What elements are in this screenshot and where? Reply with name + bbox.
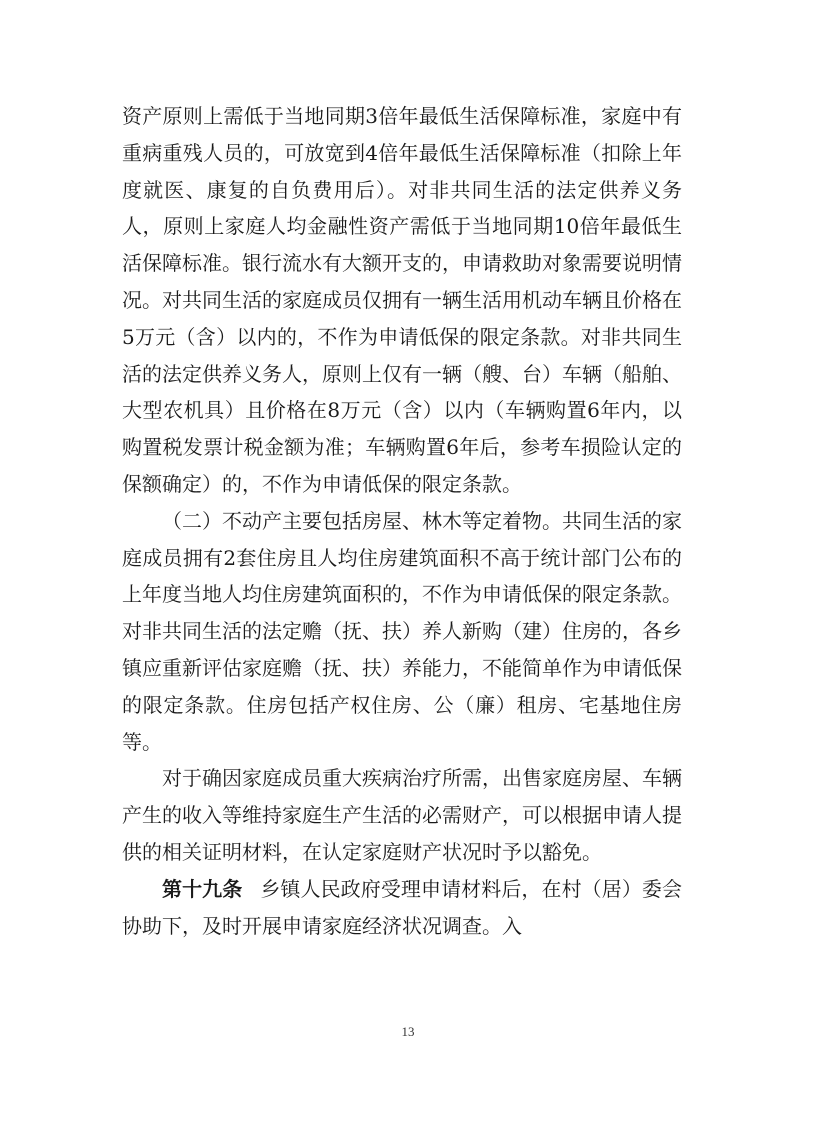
paragraph-article-19 bbox=[122, 871, 682, 945]
body-text bbox=[122, 98, 682, 944]
article-heading: 第十九条 bbox=[162, 876, 243, 901]
paragraph-real-estate: （二）不动产主要包括房屋、林木等定着物。共同生活的家庭成员拥有2套住房且人均住房建筑面积不高于统计部门公布的上年度当地人均住房建筑面积的，不作为申请低保的限定条款。对非共同生活的法定赡（抚、扶）养人新购（建）住房的，各乡镇应重新评估家庭赡（抚、扶）养能力，不能简单作为申请低保的限定条款。住房包括产权住房、公（廉）租房、宅基地住房等。 bbox=[122, 508, 682, 754]
page-number: 13 bbox=[401, 1024, 415, 1039]
article-text: 乡镇人民政府受理申请材料后，在村（居）委会协助下，及时开展申请家庭经济状况调查。入 bbox=[122, 876, 683, 938]
paragraph-assets-threshold: 资产原则上需低于当地同期3倍年最低生活保障标准，家庭中有重病重残人员的，可放宽到4倍年最低生活保障标准（扣除上年度就医、康复的自负费用后）。对非共同生活的法定供养义务人，原则上家庭人均金融性资产需低于当地同期10倍年最低生活保障标准。银行流水有大额开支的，申请救助对象需要说明情况。对共同生活的家庭成员仅拥有一辆生活用机动车辆且价格在5万元（含）以内的，不作为申请低保的限定条款。对非共同生活的法定供养义务人，原则上仅有一辆（艘、台）车辆（船舶、大型农机具）且价格在8万元（含）以内（车辆购置6年内，以购置税发票计税金额为准；车辆购置6年后，参考车损险认定的保额确定）的，不作为申请低保的限定条款。 bbox=[122, 104, 682, 496]
paragraph-exemption: 对于确因家庭成员重大疾病治疗所需，出售家庭房屋、车辆产生的收入等维持家庭生产生活的必需财产，可以根据申请人提供的相关证明材料，在认定家庭财产状况时予以豁免。 bbox=[122, 766, 682, 864]
